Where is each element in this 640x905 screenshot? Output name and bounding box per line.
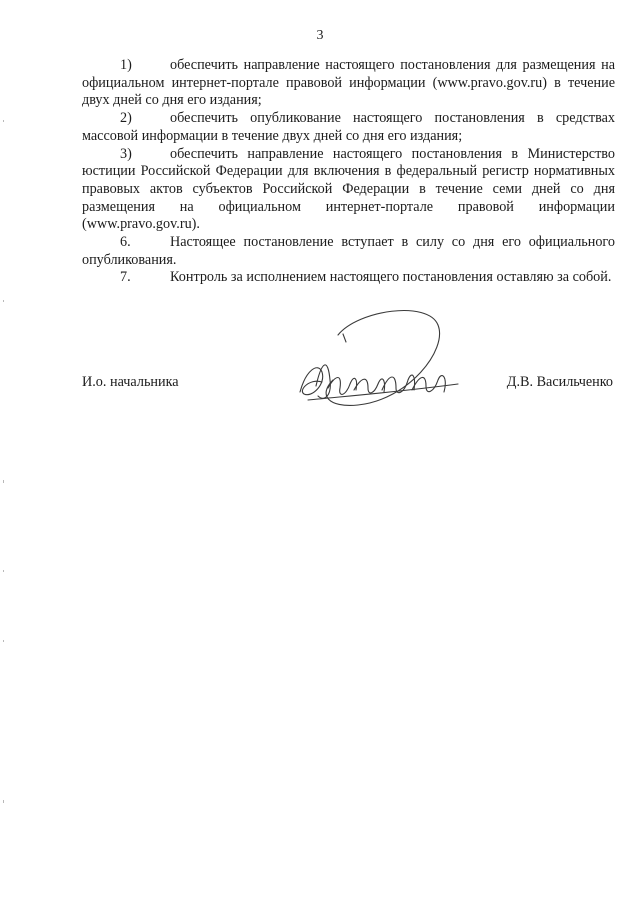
list-item-1: [82, 57, 615, 110]
scan-speck: [3, 480, 4, 483]
list-item-number: 3): [120, 145, 132, 162]
paragraph-text: Настоящее постановление вступает в силу со дня его официального опубликования.: [82, 234, 615, 268]
list-item-text: обеспечить опубликование настоящего постановления в средствах массовой информации в течение двух дней со дня его издания;: [82, 110, 615, 144]
list-item-text: обеспечить направление настоящего постановления в Министерство юстиции Российской Федерации для включения в федеральный регистр нормативных правовых актов субъектов Российской Федерации в течение семи дней со дня размещения на официальном интернет-портале правовой информации (www.pravo.gov.ru).: [82, 145, 615, 233]
paragraph-6: [82, 234, 615, 269]
scan-speck: [3, 300, 4, 302]
paragraph-text: Контроль за исполнением настоящего постановления оставляю за собой.: [170, 269, 612, 286]
list-item-number: 2): [120, 110, 132, 127]
list-item-3: [82, 146, 615, 235]
list-item-2: [82, 110, 615, 145]
scan-speck: [3, 640, 4, 642]
handwritten-signature: [288, 300, 478, 420]
list-item-number: 1): [120, 57, 132, 73]
signatory-name: Д.В. Васильченко: [506, 374, 613, 390]
paragraph-number: 7.: [120, 269, 131, 286]
paragraph-number: 6.: [120, 234, 131, 251]
scan-speck: [3, 570, 4, 572]
scan-speck: [3, 120, 4, 122]
scan-speck: [3, 800, 4, 803]
list-item-text: обеспечить направление настоящего постановления для размещения на официальном интернет-портале правовой информации (www.pravo.gov.ru) в течение двух дней со дня его издания;: [82, 57, 615, 109]
document-body: [82, 57, 615, 287]
signatory-title: И.о. начальника: [82, 374, 179, 390]
paragraph-7: [82, 269, 615, 287]
page-number: 3: [316, 28, 324, 43]
signature-block: [82, 374, 615, 394]
